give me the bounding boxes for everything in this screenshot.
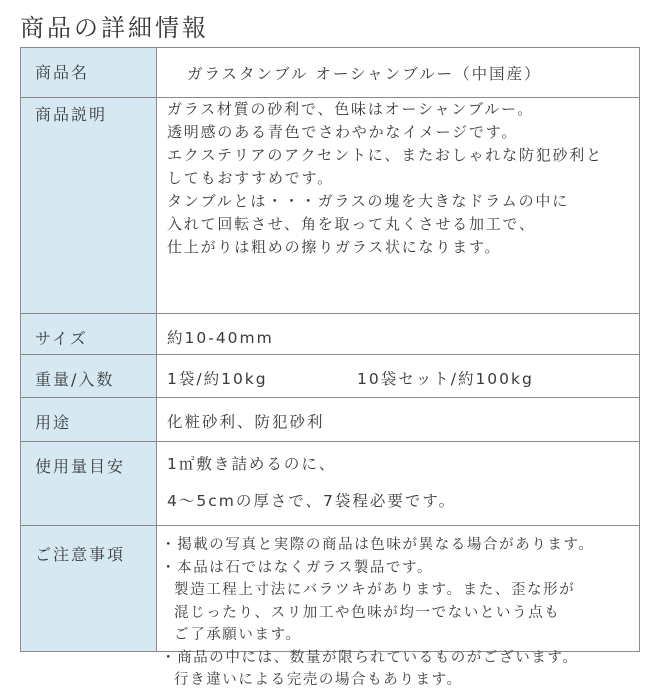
description-line: 仕上がりは粗めの擦りガラス状になります。 [167,238,502,256]
description-line: 透明感のある青色でさわやかなイメージです。 [167,123,519,141]
description-line: してもおすすめです。 [167,169,334,187]
label-weight: 重量/入数 [35,370,115,389]
label-usage: 用途 [35,413,72,432]
value-weight-single: 1袋/約10kg [167,370,268,388]
row-product-name [21,48,639,98]
note-line: ご了承願います。 [174,627,302,643]
label-description: 商品説明 [35,105,108,124]
row-usage [21,398,639,442]
description-lines [167,98,603,259]
note-line: 製造工程上寸法にバラツキがあります。また、歪な形が [174,582,576,598]
row-size [21,314,639,355]
value-weight-set: 10袋セット/約100kg [357,370,534,388]
note-line: ・商品の中には、数量が限られているものがございます。 [161,649,579,666]
value-size: 約10-40mm [167,329,274,347]
value-product-name: ガラスタンブル オーシャンブルー（中国産） [187,65,542,83]
value-amount-line-2: 4〜5cmの厚さで、7袋程必要です。 [167,492,457,510]
page-title: 商品の詳細情報 [20,14,209,42]
description-line: ガラス材質の砂利で、色味はオーシャンブルー。 [167,100,535,118]
note-line: 行き違いによる完売の場合もあります。 [174,672,463,688]
row-notes [21,526,639,688]
label-size: サイズ [35,329,88,348]
row-amount [21,442,639,526]
note-line: 混じったり、スリ加工や色味が均一でないという点も [174,604,561,621]
row-description [21,98,639,314]
description-line: 入れて回転させ、角を取って丸くさせる加工で、 [167,215,536,233]
label-notes: ご注意事項 [35,545,126,564]
value-usage: 化粧砂利、防犯砂利 [167,413,325,431]
value-amount-line-1: 1㎡敷き詰めるのに、 [167,455,337,473]
note-line: ・掲載の写真と実際の商品は色味が異なる場合があります。 [161,537,595,553]
notes-lines [161,534,595,692]
product-spec-table [20,47,640,688]
note-line: ・本品は石ではなくガラス製品です。 [161,559,434,576]
label-amount: 使用量目安 [35,457,126,476]
row-weight [21,355,639,398]
description-line: タンブルとは・・・ガラスの塊を大きなドラムの中に [167,192,570,210]
label-product-name: 商品名 [35,63,90,82]
description-line: エクステリアのアクセントに、またおしゃれな防犯砂利と [167,146,603,164]
